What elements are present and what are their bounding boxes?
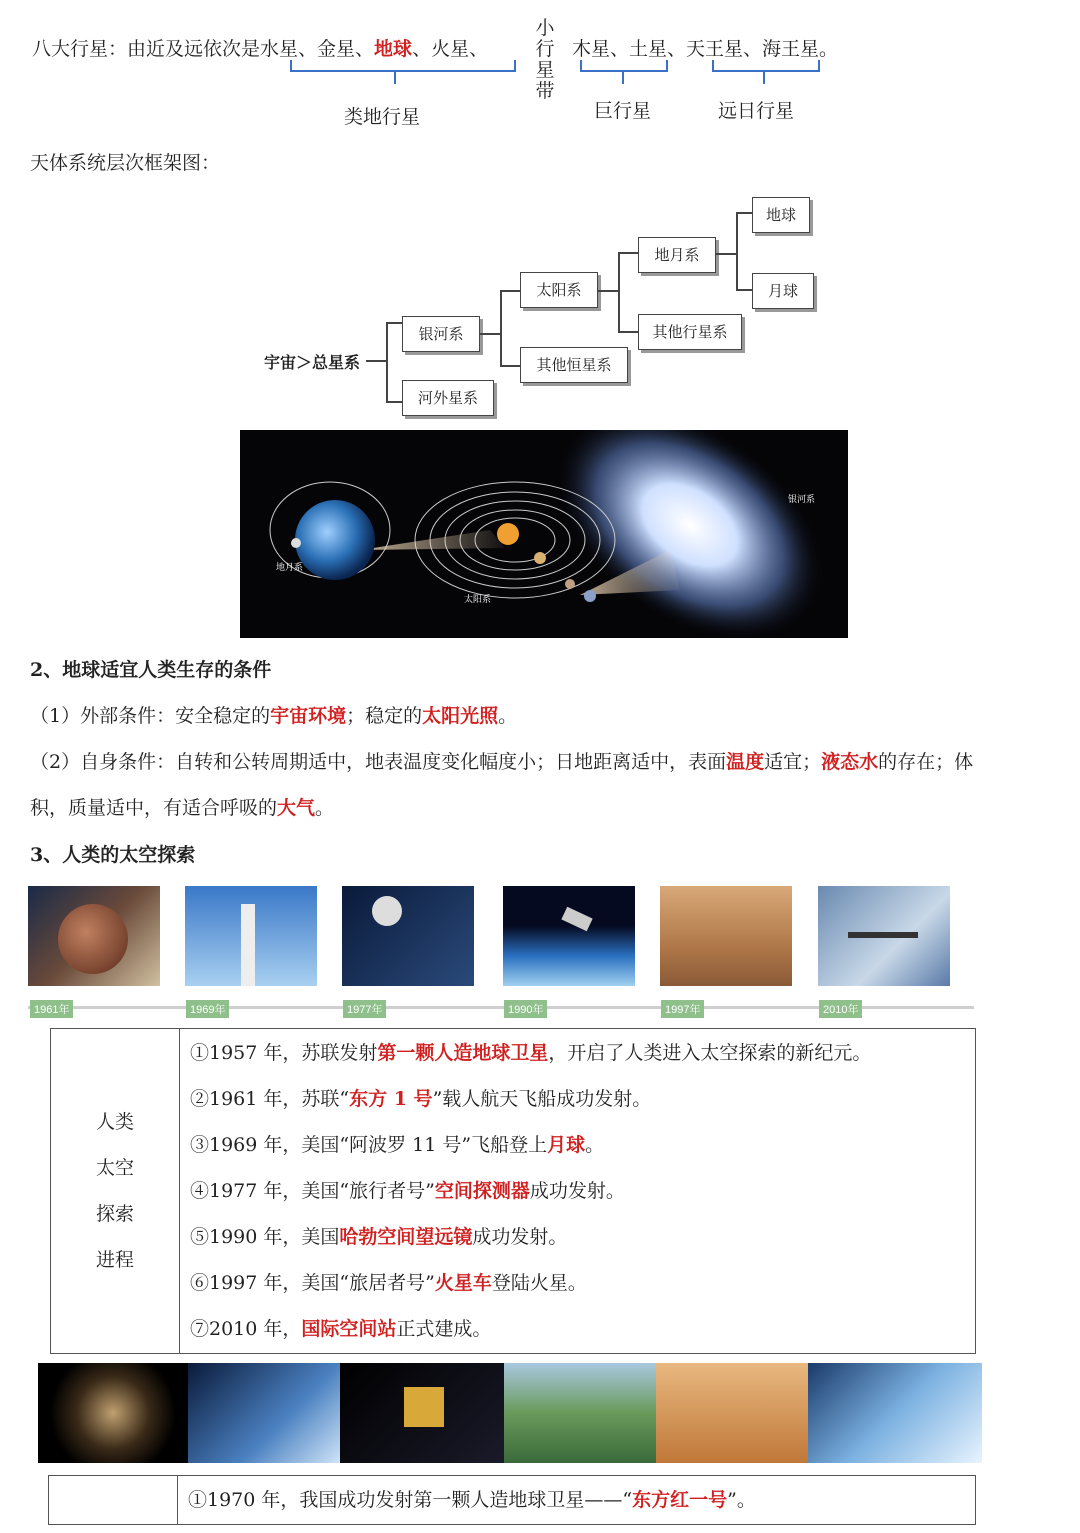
capsule-shape	[58, 904, 128, 974]
keyword: 第一颗人造地球卫星	[377, 1042, 549, 1064]
brace-giant	[580, 60, 668, 72]
photo-probe	[340, 1363, 504, 1463]
node-solar-system: 太阳系	[520, 272, 598, 308]
keyword: 宇宙环境	[270, 705, 347, 727]
keyword: 大气	[277, 797, 316, 819]
section3-title: 3、人类的太空探索	[30, 844, 196, 866]
root-connector	[366, 360, 386, 362]
node-extragalactic: 河外星系	[402, 380, 494, 416]
text: 。	[315, 797, 335, 819]
brace-far	[712, 60, 820, 72]
text: 正式建成。	[396, 1318, 492, 1340]
china-content-cell	[178, 1476, 976, 1525]
planets-intro: 八大行星：由近及远依次是	[32, 38, 261, 60]
label-far: 远日行星	[718, 100, 795, 122]
connector	[500, 290, 520, 292]
label-galaxy: 银河系	[788, 495, 816, 505]
text: ，开启了人类进入太空探索的新纪元。	[548, 1042, 872, 1064]
text: ⑤1990 年，美国	[190, 1226, 340, 1248]
section2-p2-line1	[30, 747, 973, 774]
table-content-cell	[180, 1029, 976, 1354]
china-label-cell	[49, 1476, 178, 1525]
keyword: 温度	[726, 751, 765, 773]
keyword: 火星车	[434, 1272, 492, 1294]
year-badge: 2010年	[819, 1000, 862, 1018]
connector	[618, 252, 638, 254]
timeline-photo-2010	[818, 886, 950, 986]
hierarchy-heading: 天体系统层次框架图：	[30, 152, 221, 174]
timeline-photo-1990	[503, 886, 635, 986]
connector	[500, 290, 502, 366]
planet-mercury: 水星	[260, 38, 299, 60]
text: 积，质量适中，有适合呼吸的	[30, 797, 278, 819]
photo-satellite	[38, 1363, 188, 1463]
table-row	[190, 1030, 974, 1076]
text: ⑥1997 年，美国“旅居者号”	[190, 1272, 435, 1294]
root-node: 宇宙＞总星系	[264, 353, 361, 372]
asteroid-char: 星	[535, 59, 555, 81]
text: ；稳定的	[346, 705, 423, 727]
label-char: 人类	[95, 1111, 134, 1133]
label-char: 太空	[95, 1157, 134, 1179]
photo-mars-rover	[656, 1363, 808, 1463]
timeline-photo-1997	[660, 886, 792, 986]
connector	[386, 322, 388, 402]
rocket-shape	[241, 904, 255, 986]
node-other-stars: 其他恒星系	[520, 347, 628, 383]
keyword: 液态水	[821, 751, 879, 773]
text: 成功发射。	[529, 1180, 625, 1202]
connector	[716, 253, 736, 255]
label-solar-system: 太阳系	[464, 595, 492, 605]
keyword: 东方 1 号	[349, 1088, 433, 1110]
text: 的存在；体	[878, 751, 974, 773]
probe-body-shape	[404, 1387, 444, 1427]
timeline-photo-1977	[342, 886, 474, 986]
asteroid-belt	[534, 18, 556, 102]
keyword: 空间探测器	[434, 1180, 530, 1202]
keyword: 东方红一号	[632, 1489, 728, 1511]
label-giant: 巨行星	[594, 100, 652, 122]
china-photo-strip	[38, 1363, 982, 1463]
planet-venus: 、金星、	[298, 38, 375, 60]
connector	[736, 212, 752, 214]
keyword: 哈勃空间望远镜	[339, 1226, 473, 1248]
table-row	[188, 1477, 974, 1523]
label-terrestrial: 类地行星	[344, 106, 421, 128]
year-badge: 1990年	[504, 1000, 547, 1018]
station-shape	[848, 932, 918, 938]
text: ②1961 年，苏联“	[190, 1088, 350, 1110]
outer-planets: 木星、土星、天王星、海王星。	[572, 38, 839, 60]
text: ④1977 年，美国“旅行者号”	[190, 1180, 435, 1202]
node-earth: 地球	[752, 197, 810, 233]
planet-mars: 、火星、	[412, 38, 489, 60]
brace-terrestrial	[290, 60, 516, 72]
label-earth-moon-system: 地月系	[276, 563, 304, 573]
text: ⑦2010 年，	[190, 1318, 302, 1340]
table-row	[190, 1122, 974, 1168]
node-other-planets: 其他行星系	[638, 314, 742, 350]
brace-stem	[763, 70, 765, 84]
connector	[500, 365, 520, 367]
brace-stem	[622, 70, 624, 84]
label-char: 进程	[95, 1249, 134, 1271]
telescope-shape	[561, 907, 592, 932]
asteroid-char: 带	[535, 80, 555, 102]
table-label-cell	[51, 1029, 180, 1354]
year-badge: 1997年	[661, 1000, 704, 1018]
planet-earth: 地球	[374, 38, 413, 60]
connector	[736, 289, 752, 291]
text: 。	[585, 1134, 605, 1156]
table-row	[190, 1260, 974, 1306]
node-milky-way: 银河系	[402, 316, 480, 352]
text: ”。	[727, 1489, 756, 1511]
connector	[480, 333, 500, 335]
node-earth-moon: 地月系	[638, 237, 716, 273]
planets-line	[32, 34, 488, 61]
timeline	[28, 886, 974, 1020]
text: 适宜；	[764, 751, 822, 773]
text: ①1957 年，苏联发射	[190, 1042, 378, 1064]
celestial-systems-illustration	[240, 430, 848, 638]
year-badge: 1977年	[343, 1000, 386, 1018]
text: 登陆火星。	[491, 1272, 587, 1294]
keyword: 国际空间站	[301, 1318, 397, 1340]
space-exploration-table	[50, 1028, 976, 1354]
keyword: 月球	[547, 1134, 586, 1156]
connector	[386, 322, 402, 324]
table-row	[190, 1214, 974, 1260]
text: 成功发射。	[472, 1226, 568, 1248]
china-exploration-table	[48, 1475, 976, 1525]
asteroid-char: 小	[535, 17, 555, 39]
timeline-photo-1969	[185, 886, 317, 986]
connector	[598, 290, 618, 292]
photo-fast-telescope	[504, 1363, 656, 1463]
connector	[618, 252, 620, 332]
text: （2）自身条件：自转和公转周期适中，地表温度变化幅度小；日地距离适中，表面	[30, 751, 727, 773]
connector	[736, 212, 738, 290]
table-row	[190, 1076, 974, 1122]
text: ”载人航天飞船成功发射。	[432, 1088, 652, 1110]
node-moon: 月球	[752, 273, 814, 309]
text: （1）外部条件：安全稳定的	[30, 705, 271, 727]
text: 。	[498, 705, 518, 727]
keyword: 太阳光照	[422, 705, 499, 727]
table-row	[190, 1168, 974, 1214]
text: ③1969 年，美国“阿波罗 11 号”飞船登上	[190, 1134, 548, 1156]
connector	[386, 401, 402, 403]
year-badge: 1961年	[30, 1000, 73, 1018]
asteroid-char: 行	[535, 38, 555, 60]
text: ①1970 年，我国成功发射第一颗人造地球卫星——“	[188, 1489, 633, 1511]
section2-p1	[30, 701, 517, 728]
section2-p2-line2	[30, 793, 334, 820]
photo-space-station	[808, 1363, 982, 1463]
timeline-photo-1961	[28, 886, 160, 986]
table-row	[190, 1306, 974, 1352]
section2-title: 2、地球适宜人类生存的条件	[30, 659, 272, 681]
year-badge: 1969年	[186, 1000, 229, 1018]
label-char: 探索	[95, 1203, 134, 1225]
photo-spaceship	[188, 1363, 340, 1463]
connector	[618, 331, 638, 333]
probe-dish-shape	[372, 896, 402, 926]
celestial-systems-image	[240, 430, 848, 638]
brace-stem	[394, 70, 396, 84]
